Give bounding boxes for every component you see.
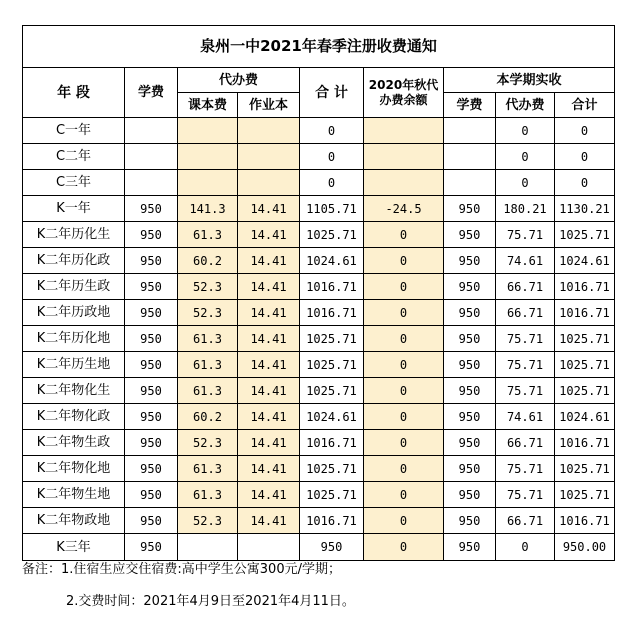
cell-textbook: 52.3 [178,430,238,456]
cell-actual-total: 1016.71 [555,300,615,326]
cell-grade: K二年物政地 [23,508,125,534]
cell-balance: 0 [364,248,444,274]
cell-balance: 0 [364,482,444,508]
cell-textbook: 61.3 [178,482,238,508]
cell-tuition: 950 [125,534,178,561]
cell-actual-tuition: 950 [444,404,496,430]
cell-actual-total: 1024.61 [555,404,615,430]
cell-textbook: 61.3 [178,378,238,404]
cell-actual-agency: 74.61 [496,248,555,274]
cell-total: 950 [300,534,364,561]
cell-workbook: 14.41 [238,274,300,300]
cell-balance: 0 [364,352,444,378]
cell-balance [364,118,444,144]
cell-actual-total: 1025.71 [555,378,615,404]
cell-total: 1016.71 [300,300,364,326]
cell-tuition: 950 [125,248,178,274]
cell-actual-tuition [444,118,496,144]
cell-total: 1025.71 [300,482,364,508]
table-row [23,170,615,196]
cell-grade: K二年物生政 [23,430,125,456]
cell-actual-agency: 0 [496,144,555,170]
cell-tuition [125,118,178,144]
cell-tuition [125,144,178,170]
cell-actual-tuition: 950 [444,378,496,404]
header-total: 合 计 [300,68,364,118]
cell-grade: K二年历生政 [23,274,125,300]
cell-actual-agency: 0 [496,534,555,561]
cell-actual-agency: 75.71 [496,456,555,482]
cell-balance: -24.5 [364,196,444,222]
cell-actual-agency: 66.71 [496,300,555,326]
cell-grade: K二年历化政 [23,248,125,274]
cell-actual-tuition: 950 [444,508,496,534]
cell-actual-agency: 75.71 [496,352,555,378]
cell-actual-total: 0 [555,170,615,196]
cell-actual-tuition: 950 [444,456,496,482]
cell-actual-total: 0 [555,118,615,144]
cell-actual-total: 1025.71 [555,352,615,378]
cell-actual-total: 1025.71 [555,222,615,248]
cell-textbook: 141.3 [178,196,238,222]
cell-workbook [238,118,300,144]
cell-actual-tuition: 950 [444,352,496,378]
cell-balance: 0 [364,508,444,534]
header-workbook: 作业本 [238,93,300,118]
cell-total: 0 [300,144,364,170]
cell-textbook: 61.3 [178,456,238,482]
table-row [23,326,615,352]
cell-grade: K二年历化地 [23,326,125,352]
cell-actual-agency: 0 [496,170,555,196]
cell-tuition: 950 [125,222,178,248]
cell-textbook: 52.3 [178,300,238,326]
header-balance-line1: 2020年秋代 [368,77,439,92]
cell-actual-agency: 75.71 [496,378,555,404]
table-row [23,378,615,404]
cell-workbook: 14.41 [238,300,300,326]
table-row [23,274,615,300]
table-title: 泉州一中2021年春季注册收费通知 [23,26,615,68]
cell-actual-agency: 75.71 [496,222,555,248]
cell-total: 1025.71 [300,326,364,352]
cell-textbook: 61.3 [178,352,238,378]
cell-actual-total: 1130.21 [555,196,615,222]
cell-actual-tuition: 950 [444,248,496,274]
cell-total: 1025.71 [300,222,364,248]
cell-workbook: 14.41 [238,248,300,274]
cell-actual-total: 1016.71 [555,508,615,534]
cell-workbook: 14.41 [238,404,300,430]
cell-actual-agency: 74.61 [496,404,555,430]
cell-total: 0 [300,118,364,144]
cell-workbook [238,170,300,196]
table-row [23,222,615,248]
header-balance-line2: 办费余额 [379,92,428,107]
table-row [23,196,615,222]
table-row [23,430,615,456]
cell-workbook: 14.41 [238,430,300,456]
note-line-1: 备注：1.住宿生应交住宿费:高中学生公寓300元/学期； [22,562,341,577]
cell-grade: C一年 [23,118,125,144]
table-row [23,248,615,274]
cell-workbook: 14.41 [238,196,300,222]
cell-textbook [178,144,238,170]
cell-grade: C三年 [23,170,125,196]
header-actual-tuition: 学费 [444,93,496,118]
cell-balance: 0 [364,274,444,300]
cell-balance: 0 [364,222,444,248]
cell-actual-agency: 75.71 [496,326,555,352]
cell-grade: K二年物生地 [23,482,125,508]
fee-table [22,25,615,561]
header-textbook: 课本费 [178,93,238,118]
cell-tuition: 950 [125,508,178,534]
cell-actual-tuition: 950 [444,534,496,561]
table-row [23,456,615,482]
cell-actual-total: 1024.61 [555,248,615,274]
cell-tuition: 950 [125,430,178,456]
cell-actual-tuition: 950 [444,430,496,456]
table-row [23,508,615,534]
cell-actual-total: 1025.71 [555,326,615,352]
cell-textbook: 52.3 [178,508,238,534]
cell-tuition: 950 [125,326,178,352]
table-row [23,404,615,430]
cell-tuition: 950 [125,404,178,430]
cell-tuition: 950 [125,274,178,300]
table-row [23,352,615,378]
cell-total: 0 [300,170,364,196]
cell-actual-agency: 66.71 [496,430,555,456]
cell-balance: 0 [364,326,444,352]
cell-total: 1024.61 [300,404,364,430]
cell-total: 1025.71 [300,456,364,482]
cell-actual-tuition: 950 [444,326,496,352]
cell-total: 1016.71 [300,508,364,534]
cell-actual-agency: 66.71 [496,274,555,300]
cell-tuition: 950 [125,352,178,378]
cell-textbook: 61.3 [178,222,238,248]
header-grade: 年 段 [23,68,125,118]
cell-workbook [238,144,300,170]
cell-actual-agency: 75.71 [496,482,555,508]
cell-balance: 0 [364,378,444,404]
cell-workbook: 14.41 [238,352,300,378]
table-row [23,300,615,326]
cell-workbook: 14.41 [238,456,300,482]
cell-actual-tuition [444,144,496,170]
cell-workbook: 14.41 [238,378,300,404]
cell-actual-tuition: 950 [444,222,496,248]
cell-actual-tuition: 950 [444,196,496,222]
cell-balance: 0 [364,456,444,482]
table-row [23,118,615,144]
cell-textbook [178,534,238,561]
cell-total: 1025.71 [300,352,364,378]
cell-actual-tuition: 950 [444,300,496,326]
cell-textbook: 60.2 [178,404,238,430]
cell-textbook [178,118,238,144]
header-actual-agency: 代办费 [496,93,555,118]
table-row [23,534,615,561]
cell-balance [364,144,444,170]
cell-grade: C二年 [23,144,125,170]
cell-grade: K二年历政地 [23,300,125,326]
cell-workbook [238,534,300,561]
cell-balance [364,170,444,196]
table-row [23,482,615,508]
cell-actual-total: 1025.71 [555,482,615,508]
cell-workbook: 14.41 [238,482,300,508]
cell-textbook: 61.3 [178,326,238,352]
cell-actual-total: 1016.71 [555,274,615,300]
cell-tuition: 950 [125,482,178,508]
cell-tuition: 950 [125,378,178,404]
header-balance [364,68,444,118]
cell-grade: K二年物化生 [23,378,125,404]
cell-workbook: 14.41 [238,508,300,534]
cell-actual-total: 1025.71 [555,456,615,482]
cell-total: 1016.71 [300,430,364,456]
cell-total: 1105.71 [300,196,364,222]
cell-grade: K一年 [23,196,125,222]
cell-actual-tuition: 950 [444,274,496,300]
cell-grade: K二年历生地 [23,352,125,378]
note-line-2: 2.交费时间：2021年4月9日至2021年4月11日。 [66,594,355,609]
cell-total: 1016.71 [300,274,364,300]
cell-tuition: 950 [125,456,178,482]
cell-tuition: 950 [125,196,178,222]
cell-tuition [125,170,178,196]
header-actual: 本学期实收 [444,68,615,93]
header-actual-total: 合计 [555,93,615,118]
header-tuition: 学费 [125,68,178,118]
cell-actual-total: 0 [555,144,615,170]
cell-textbook: 52.3 [178,274,238,300]
cell-actual-agency: 66.71 [496,508,555,534]
cell-tuition: 950 [125,300,178,326]
cell-total: 1025.71 [300,378,364,404]
cell-balance: 0 [364,534,444,561]
cell-actual-agency: 180.21 [496,196,555,222]
cell-actual-total: 1016.71 [555,430,615,456]
cell-workbook: 14.41 [238,326,300,352]
cell-workbook: 14.41 [238,222,300,248]
cell-grade: K三年 [23,534,125,561]
cell-actual-tuition [444,170,496,196]
cell-total: 1024.61 [300,248,364,274]
cell-grade: K二年物化地 [23,456,125,482]
cell-balance: 0 [364,300,444,326]
header-agency-fee: 代办费 [178,68,300,93]
cell-balance: 0 [364,430,444,456]
cell-textbook [178,170,238,196]
cell-actual-total: 950.00 [555,534,615,561]
table-row [23,144,615,170]
cell-balance: 0 [364,404,444,430]
cell-grade: K二年物化政 [23,404,125,430]
cell-actual-tuition: 950 [444,482,496,508]
cell-actual-agency: 0 [496,118,555,144]
cell-grade: K二年历化生 [23,222,125,248]
cell-textbook: 60.2 [178,248,238,274]
